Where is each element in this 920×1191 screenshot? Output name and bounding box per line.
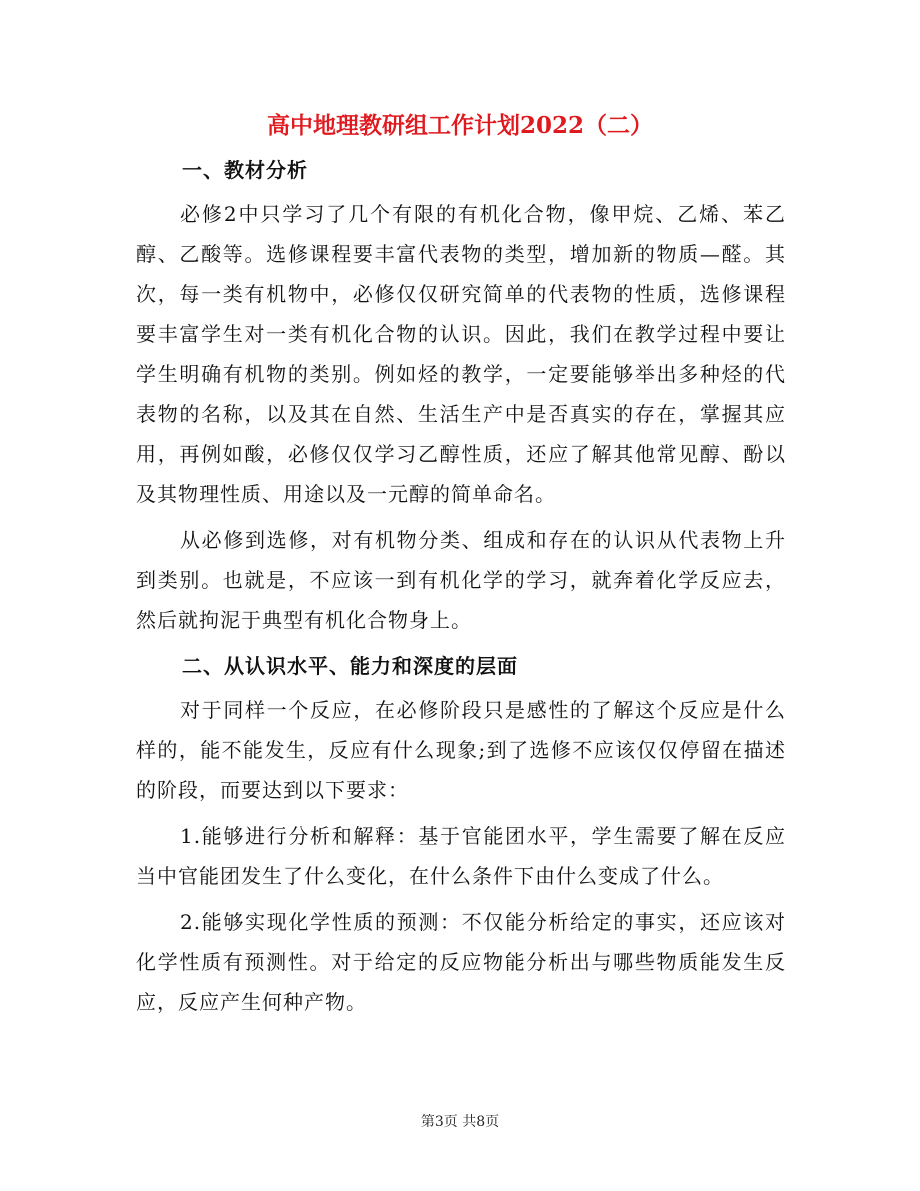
paragraph-1-2: 从必修到选修，对有机物分类、组成和存在的认识从代表物上升到类别。也就是，不应该一到有机化学的学习，就奔着化学反应去，然后就拘泥于典型有机化合物身上。 (136, 528, 786, 632)
paragraph-2-2: 1.能够进行分析和解释：基于官能团水平，学生需要了解在反应当中官能团发生了什么变化，在什么条件下由什么变成了什么。 (136, 824, 786, 888)
paragraph-1-1: 必修2中只学习了几个有限的有机化合物，像甲烷、乙烯、苯乙醇、乙酸等。选修课程要丰富代表物的类型，增加新的物质—醛。其次，每一类有机物中，必修仅仅研究简单的代表物的性质，选修课程要丰富学生对一类有机化合物的认识。因此，我们在教学过程中要让学生明确有机物的类别。例如烃的教学，一定要能够举出多种烃的代表物的名称，以及其在自然、生活生产中是否真实的存在，掌握其应用，再例如酸，必修仅仅学习乙醇性质，还应了解其他常见醇、酚以及其物理性质、用途以及一元醇的简单命名。 (136, 202, 786, 506)
paragraph-2-1: 对于同样一个反应，在必修阶段只是感性的了解这个反应是什么样的，能不能发生，反应有什么现象;到了选修不应该仅仅停留在描述的阶段，而要达到以下要求： (136, 698, 786, 802)
section-heading-2: 二、从认识水平、能力和深度的层面 (182, 654, 518, 678)
section-heading-1: 一、教材分析 (182, 158, 308, 182)
document-title: 高中地理教研组工作计划2022（二） (266, 112, 653, 139)
page-number: 第3页 共8页 (420, 1114, 500, 1130)
paragraph-2-3: 2.能够实现化学性质的预测：不仅能分析给定的事实，还应该对化学性质有预测性。对于给定的反应物能分析出与哪些物质能发生反应，反应产生何种产物。 (136, 910, 786, 1014)
document-body (136, 150, 786, 1028)
